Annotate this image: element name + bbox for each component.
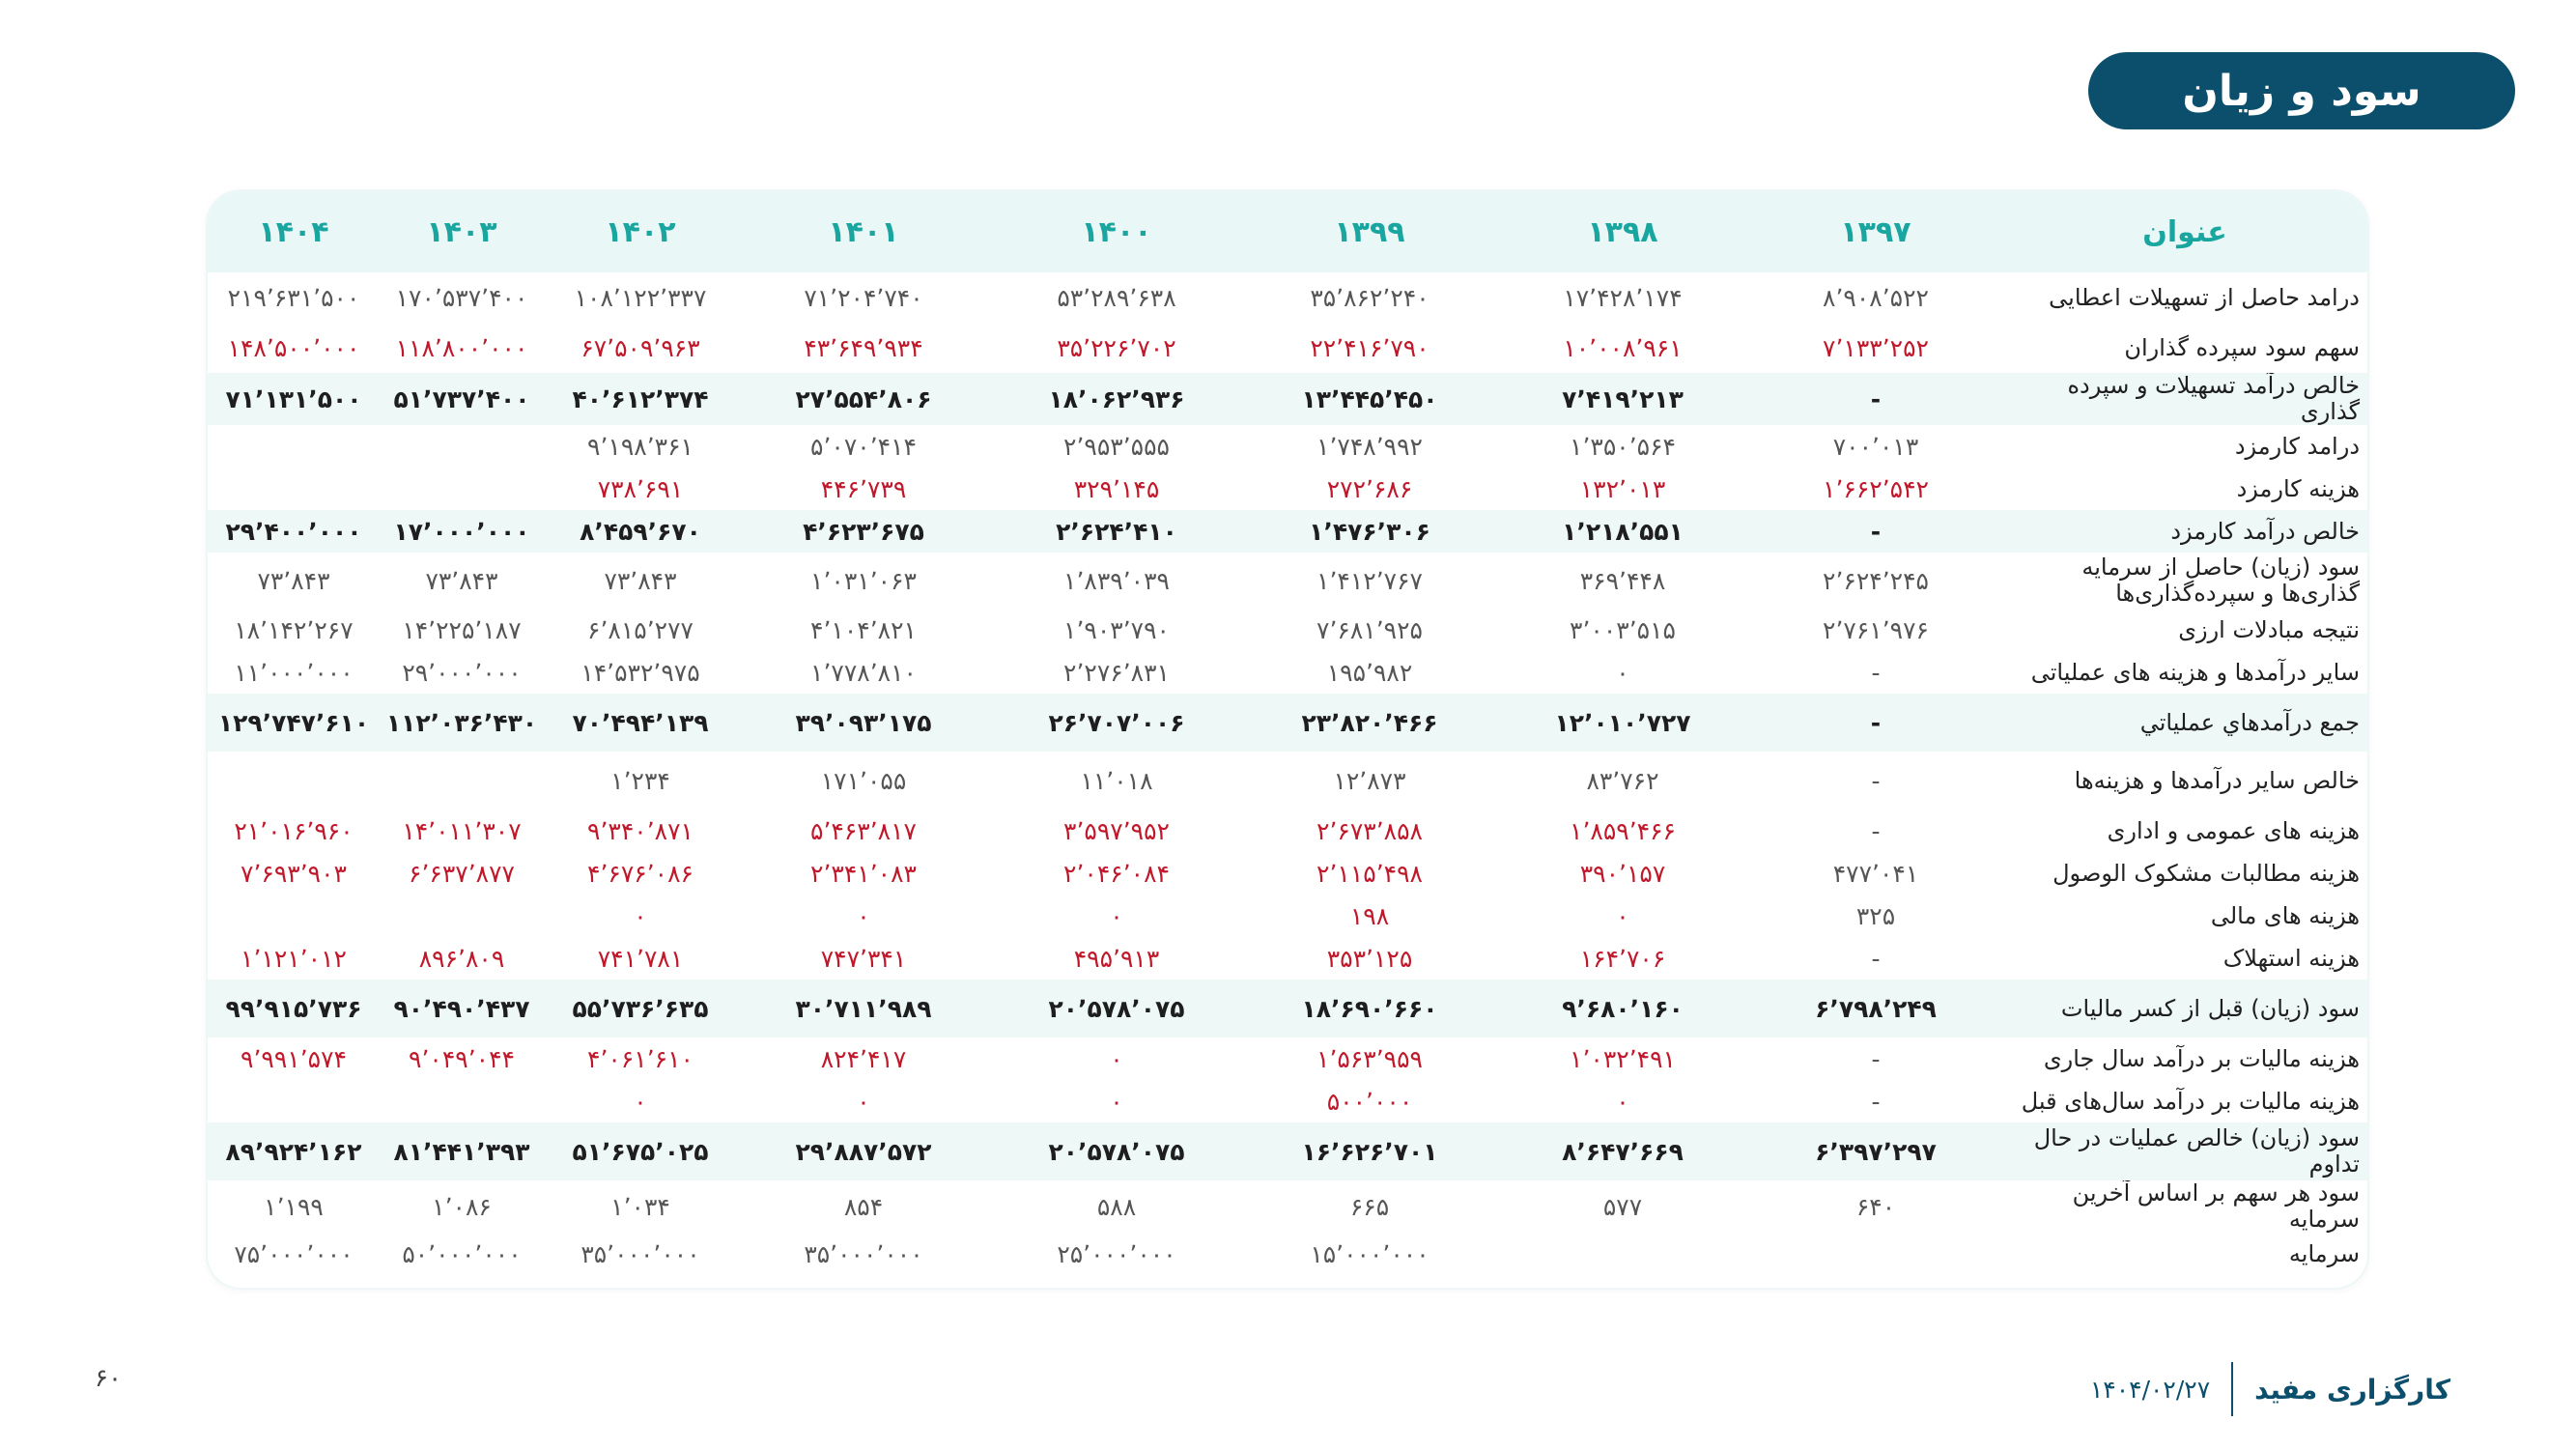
table-row <box>208 1080 2367 1122</box>
report-date: ۱۴۰۴/۰۲/۲۷ <box>2089 1375 2211 1404</box>
table-cell: ۱۱٬۰۰۰٬۰۰۰ <box>234 658 354 687</box>
table-row <box>208 425 2367 468</box>
column-header-year: ۱۴۰۴ <box>208 191 380 272</box>
table-row <box>208 1180 2367 1233</box>
table-cell: - <box>1871 944 1881 973</box>
table-cell: ۸۹۶٬۸۰۹ <box>418 944 505 973</box>
table-cell: ۷٬۶۹۳٬۹۰۳ <box>241 859 347 888</box>
table-cell: ۷۳٬۸۴۳ <box>604 566 677 595</box>
table-row <box>208 468 2367 510</box>
table-row <box>208 272 2367 323</box>
table-cell: ۸۹٬۹۲۴٬۱۶۲ <box>208 1122 380 1180</box>
table-cell: ۱۲٬۰۱۰٬۷۲۷ <box>1496 694 1749 752</box>
row-label: هزینه های مالی <box>2210 901 2360 929</box>
table-cell: ۲۳٬۸۲۰٬۴۶۶ <box>1243 694 1496 752</box>
table-cell: ۵۳٬۲۸۹٬۶۳۸ <box>1057 283 1176 312</box>
table-cell: ۳۵٬۰۰۰٬۰۰۰ <box>804 1239 923 1268</box>
table-cell: ۷۳٬۸۴۳ <box>425 566 498 595</box>
table-cell: ۱۹۸ <box>1349 901 1390 930</box>
table-cell: ۴۷۷٬۰۴۱ <box>1832 859 1919 888</box>
table-cell: ۸٬۹۰۸٬۵۲۲ <box>1823 283 1929 312</box>
table-cell: ۳۶۹٬۴۴۸ <box>1579 566 1666 595</box>
row-label: درامد حاصل از تسهیلات اعطایی <box>2049 283 2360 311</box>
table-body <box>208 272 2367 1275</box>
table-cell: ۵۵٬۷۳۶٬۶۳۵ <box>544 980 737 1037</box>
footer-brand <box>2090 1362 2450 1416</box>
table-cell <box>380 895 544 937</box>
income-statement-table-card <box>208 191 2367 1288</box>
table-cell: ۱۴٬۲۲۵٬۱۸۷ <box>402 615 522 644</box>
table-cell: ۱۹۵٬۹۸۲ <box>1326 658 1413 687</box>
brand-name: کارگزاری مفید <box>2254 1373 2450 1406</box>
row-label: نتیجه مبادلات ارزی <box>2178 615 2360 643</box>
table-cell: ۵٬۴۶۳٬۸۱۷ <box>810 816 917 845</box>
footer-divider <box>2231 1362 2233 1416</box>
table-cell: ۲۰٬۵۷۸٬۰۷۵ <box>990 1122 1243 1180</box>
table-cell: ۴۴۶٬۷۳۹ <box>820 474 907 503</box>
table-cell: ۱٬۰۳۲٬۴۹۱ <box>1570 1044 1676 1073</box>
row-label: سود (زیان) قبل از کسر مالیات <box>2002 980 2367 1037</box>
table-cell: ۱٬۶۶۲٬۵۴۲ <box>1823 474 1929 503</box>
table-cell: ۷٬۱۳۳٬۲۵۲ <box>1823 333 1929 362</box>
table-row <box>208 553 2367 609</box>
table-cell: ۵۸۸ <box>1096 1192 1137 1221</box>
table-cell: ۳۵٬۲۲۶٬۷۰۲ <box>1057 333 1176 362</box>
column-header-year: ۱۴۰۱ <box>737 191 990 272</box>
table-cell: ۱۴٬۵۳۲٬۹۷۵ <box>580 658 700 687</box>
table-cell: ۲۱۹٬۶۳۱٬۵۰۰ <box>227 283 360 312</box>
table-cell: ۵۷۷ <box>1602 1192 1643 1221</box>
table-cell: ۴۳٬۶۴۹٬۹۳۴ <box>804 333 923 362</box>
table-cell: ۹٬۱۹۸٬۳۶۱ <box>587 432 694 461</box>
table-cell: ۱۷٬۰۰۰٬۰۰۰ <box>380 510 544 553</box>
table-cell: ۱۵٬۰۰۰٬۰۰۰ <box>1310 1239 1430 1268</box>
table-cell: ۴٬۶۲۳٬۶۷۵ <box>737 510 990 553</box>
table-cell: ۱۲۹٬۷۴۷٬۶۱۰ <box>208 694 380 752</box>
table-cell: - <box>1749 510 2002 553</box>
table-cell <box>380 752 544 810</box>
table-cell: ۲٬۶۷۳٬۸۵۸ <box>1316 816 1423 845</box>
table-cell: - <box>1749 373 2002 425</box>
table-cell: ۱٬۴۷۶٬۳۰۶ <box>1243 510 1496 553</box>
table-cell: ۵۱٬۷۳۷٬۴۰۰ <box>380 373 544 425</box>
table-cell: ۲۰٬۵۷۸٬۰۷۵ <box>990 980 1243 1037</box>
table-cell: ۲٬۹۵۳٬۵۵۵ <box>1063 432 1170 461</box>
table-cell: ۰ <box>634 1087 647 1116</box>
column-header-year: ۱۳۹۹ <box>1243 191 1496 272</box>
table-cell: - <box>1871 816 1881 845</box>
table-cell: ۴٬۱۰۴٬۸۲۱ <box>810 615 917 644</box>
column-header-year: ۱۳۹۸ <box>1496 191 1749 272</box>
table-cell: ۲۹٬۰۰۰٬۰۰۰ <box>402 658 522 687</box>
table-cell: ۶٬۳۹۷٬۲۹۷ <box>1749 1122 2002 1180</box>
table-cell: ۶٬۶۳۷٬۸۷۷ <box>409 859 515 888</box>
table-cell: ۰ <box>1616 901 1629 930</box>
table-cell: ۱۷۰٬۵۳۷٬۴۰۰ <box>395 283 528 312</box>
table-cell <box>208 468 380 510</box>
table-cell <box>208 752 380 810</box>
table-cell: ۱٬۱۲۱٬۰۱۲ <box>241 944 347 973</box>
table-cell: - <box>1749 694 2002 752</box>
table-cell: ۷۰۰٬۰۱۳ <box>1832 432 1919 461</box>
row-label: درامد کارمزد <box>2234 432 2360 460</box>
table-cell: ۲٬۶۲۴٬۴۱۰ <box>990 510 1243 553</box>
column-header-year: ۱۳۹۷ <box>1749 191 2002 272</box>
table-cell: ۱٬۰۳۴ <box>610 1192 670 1221</box>
table-cell: ۲۶٬۷۰۷٬۰۰۶ <box>990 694 1243 752</box>
table-row <box>208 373 2367 425</box>
column-header-year: ۱۴۰۳ <box>380 191 544 272</box>
table-cell: ۱۱۲٬۰۳۶٬۴۳۰ <box>380 694 544 752</box>
row-label: سود هر سهم بر اساس آخرین سرمایه <box>2072 1180 2360 1233</box>
table-header-row <box>208 191 2367 272</box>
table-cell: ۱۴۸٬۵۰۰٬۰۰۰ <box>227 333 360 362</box>
table-row <box>208 980 2367 1037</box>
table-cell: ۲٬۲۷۶٬۸۳۱ <box>1063 658 1170 687</box>
table-cell: ۰ <box>1110 1044 1123 1073</box>
table-cell <box>1496 1233 1749 1275</box>
table-cell <box>208 1080 380 1122</box>
table-cell: ۱٬۲۱۸٬۵۵۱ <box>1496 510 1749 553</box>
row-label: سود (زیان) حاصل از سرمایه گذاری‌ها و سپرده‌گذاری‌ها <box>2081 554 2360 607</box>
table-cell: ۳۹۰٬۱۵۷ <box>1579 859 1666 888</box>
table-row <box>208 810 2367 852</box>
table-cell: ۱٬۸۵۹٬۴۶۶ <box>1570 816 1676 845</box>
table-cell: ۱۲٬۸۷۳ <box>1333 766 1406 795</box>
table-cell: ۱۸٬۱۴۲٬۲۶۷ <box>234 615 354 644</box>
row-label: سرمایه <box>2288 1239 2360 1267</box>
table-cell: ۲۲٬۴۱۶٬۷۹۰ <box>1310 333 1430 362</box>
row-label: سایر درآمدها و هزینه های عملیاتی <box>2030 658 2360 686</box>
row-label: هزینه مالیات بر درآمد سال‌های قبل <box>2021 1087 2360 1115</box>
page-title: سود و زیان <box>2182 66 2421 116</box>
table-cell: ۲٬۷۶۱٬۹۷۶ <box>1823 615 1929 644</box>
table-cell: ۷۵٬۰۰۰٬۰۰۰ <box>234 1239 354 1268</box>
table-cell: ۷٬۴۱۹٬۲۱۳ <box>1496 373 1749 425</box>
column-header-title: عنوان <box>2002 191 2367 272</box>
table-cell: ۱۳٬۴۴۵٬۴۵۰ <box>1243 373 1496 425</box>
table-cell: ۱٬۳۵۰٬۵۶۴ <box>1570 432 1676 461</box>
table-cell: ۵۰٬۰۰۰٬۰۰۰ <box>402 1239 522 1268</box>
row-label: جمع درآمدهاي عملياتي <box>2002 694 2367 752</box>
table-cell: ۰ <box>1616 1087 1629 1116</box>
table-cell: ۸۳٬۷۶۲ <box>1586 766 1659 795</box>
table-cell: ۱٬۰۳۱٬۰۶۳ <box>810 566 917 595</box>
table-row <box>208 1037 2367 1080</box>
table-cell: ۸٬۴۵۹٬۶۷۰ <box>544 510 737 553</box>
row-label: خالص درآمد کارمزد <box>2002 510 2367 553</box>
table-cell: ۶٬۷۹۸٬۲۴۹ <box>1749 980 2002 1037</box>
column-header-year: ۱۴۰۰ <box>990 191 1243 272</box>
table-cell <box>208 425 380 468</box>
table-cell: ۱۶۴٬۷۰۶ <box>1579 944 1666 973</box>
table-cell: ۷٬۶۸۱٬۹۲۵ <box>1316 615 1423 644</box>
table-cell: ۲۹٬۴۰۰٬۰۰۰ <box>208 510 380 553</box>
table-cell: ۹۹٬۹۱۵٬۷۳۶ <box>208 980 380 1037</box>
row-label: هزینه استهلاک <box>2222 944 2360 972</box>
table-cell: ۱٬۱۹۹ <box>264 1192 324 1221</box>
table-cell: ۰ <box>857 901 870 930</box>
table-cell: ۳۵۳٬۱۲۵ <box>1326 944 1413 973</box>
page-title-banner <box>2088 52 2515 129</box>
table-row <box>208 609 2367 651</box>
table-cell <box>208 895 380 937</box>
table-row <box>208 694 2367 752</box>
table-cell: ۸٬۶۴۷٬۶۶۹ <box>1496 1122 1749 1180</box>
table-cell: ۹٬۶۸۰٬۱۶۰ <box>1496 980 1749 1037</box>
table-cell: ۵۰۰٬۰۰۰ <box>1326 1087 1413 1116</box>
page-number: ۶۰ <box>95 1364 122 1393</box>
table-cell: - <box>1871 1044 1881 1073</box>
table-cell: ۸۱٬۴۴۱٬۳۹۳ <box>380 1122 544 1180</box>
table-cell: ۱۷٬۴۲۸٬۱۷۴ <box>1563 283 1683 312</box>
table-cell: ۹٬۹۹۱٬۵۷۴ <box>241 1044 347 1073</box>
row-label: هزینه مالیات بر درآمد سال جاری <box>2043 1044 2360 1072</box>
table-cell: ۱٬۲۳۴ <box>610 766 670 795</box>
table-row <box>208 937 2367 980</box>
table-cell: ۴٬۶۷۶٬۰۸۶ <box>587 859 694 888</box>
table-row <box>208 323 2367 373</box>
row-label: هزینه کارمزد <box>2236 474 2360 502</box>
table-cell <box>380 468 544 510</box>
table-cell: ۰ <box>1616 658 1629 687</box>
table-row <box>208 752 2367 810</box>
table-cell: ۷۳٬۸۴۳ <box>257 566 330 595</box>
table-row <box>208 852 2367 895</box>
table-cell: ۲۹٬۸۸۷٬۵۷۲ <box>737 1122 990 1180</box>
table-cell: - <box>1871 766 1881 795</box>
table-cell: ۲٬۳۴۱٬۰۸۳ <box>810 859 917 888</box>
table-row <box>208 1233 2367 1275</box>
table-cell: ۶۴۰ <box>1855 1192 1896 1221</box>
table-cell: ۲٬۱۱۵٬۴۹۸ <box>1316 859 1423 888</box>
table-cell: ۱۶٬۶۲۶٬۷۰۱ <box>1243 1122 1496 1180</box>
table-row <box>208 1122 2367 1180</box>
table-cell: ۱٬۹۰۳٬۷۹۰ <box>1063 615 1170 644</box>
row-label: خالص سایر درآمدها و هزینه‌ها <box>2074 766 2360 794</box>
table-cell: ۱۰٬۰۰۸٬۹۶۱ <box>1563 333 1683 362</box>
table-cell <box>1749 1233 2002 1275</box>
row-label: هزینه های عمومی و اداری <box>2107 816 2360 844</box>
table-cell: ۱۸٬۶۹۰٬۶۶۰ <box>1243 980 1496 1037</box>
table-cell: ۷۱٬۱۳۱٬۵۰۰ <box>208 373 380 425</box>
table-cell: ۸۵۴ <box>843 1192 884 1221</box>
table-cell: ۳۵٬۰۰۰٬۰۰۰ <box>580 1239 700 1268</box>
row-label: سود (زیان) خالص عملیات در حال تداوم <box>2002 1122 2367 1180</box>
table-cell: ۰ <box>634 901 647 930</box>
table-cell: ۵٬۰۷۰٬۴۱۴ <box>810 432 917 461</box>
table-cell: ۱٬۰۸۶ <box>432 1192 492 1221</box>
table-row <box>208 651 2367 694</box>
table-cell: ۶۷٬۵۰۹٬۹۶۳ <box>580 333 700 362</box>
table-cell: ۹٬۳۴۰٬۸۷۱ <box>587 816 694 845</box>
table-cell: ۲٬۶۲۴٬۲۴۵ <box>1823 566 1929 595</box>
table-cell: ۱۷۱٬۰۵۵ <box>820 766 907 795</box>
table-cell <box>380 425 544 468</box>
table-cell: ۳۰٬۷۱۱٬۹۸۹ <box>737 980 990 1037</box>
table-cell: ۱٬۴۱۲٬۷۶۷ <box>1316 566 1423 595</box>
table-cell: ۱۴٬۰۱۱٬۳۰۷ <box>402 816 522 845</box>
table-cell: ۱۸٬۰۶۲٬۹۳۶ <box>990 373 1243 425</box>
table-cell: ۱۰۸٬۱۲۲٬۳۳۷ <box>574 283 707 312</box>
table-cell: ۱۱٬۰۱۸ <box>1080 766 1153 795</box>
table-cell: ۹۰٬۴۹۰٬۴۳۷ <box>380 980 544 1037</box>
table-cell: ۷۴۷٬۳۴۱ <box>820 944 907 973</box>
row-label: خالص درآمد تسهیلات و سپرده گذاری <box>2002 373 2367 425</box>
table-cell: ۱٬۵۶۳٬۹۵۹ <box>1316 1044 1423 1073</box>
table-cell: ۶٬۸۱۵٬۲۷۷ <box>587 615 694 644</box>
table-cell: ۸۲۴٬۴۱۷ <box>820 1044 907 1073</box>
table-cell: ۴۰٬۶۱۲٬۳۷۴ <box>544 373 737 425</box>
table-cell: ۳۹٬۰۹۳٬۱۷۵ <box>737 694 990 752</box>
table-cell: ۰ <box>1110 1087 1123 1116</box>
table-cell <box>380 1080 544 1122</box>
table-cell: ۲۷٬۵۵۴٬۸۰۶ <box>737 373 990 425</box>
table-cell: - <box>1871 1087 1881 1116</box>
table-cell: ۷۰٬۴۹۴٬۱۳۹ <box>544 694 737 752</box>
table-cell: ۴۹۵٬۹۱۳ <box>1073 944 1160 973</box>
row-label: سهم سود سپرده گذاران <box>2124 333 2360 361</box>
table-cell: ۰ <box>857 1087 870 1116</box>
table-cell: ۳۲۵ <box>1855 901 1896 930</box>
table-cell: ۲۷۲٬۶۸۶ <box>1326 474 1413 503</box>
table-cell: ۳٬۰۰۳٬۵۱۵ <box>1570 615 1676 644</box>
income-statement-table <box>208 191 2367 1275</box>
table-cell: ۹٬۰۴۹٬۰۴۴ <box>409 1044 515 1073</box>
table-cell: ۱۳۲٬۰۱۳ <box>1579 474 1666 503</box>
table-cell: ۶۶۵ <box>1349 1192 1390 1221</box>
table-cell: ۰ <box>1110 901 1123 930</box>
table-cell: ۲۵٬۰۰۰٬۰۰۰ <box>1057 1239 1176 1268</box>
table-cell: ۷۳۸٬۶۹۱ <box>597 474 684 503</box>
table-cell: ۲۱٬۰۱۶٬۹۶۰ <box>234 816 354 845</box>
table-cell: ۱۱۸٬۸۰۰٬۰۰۰ <box>395 333 528 362</box>
table-cell: ۷۱٬۲۰۴٬۷۴۰ <box>804 283 923 312</box>
table-cell: ۱٬۸۳۹٬۰۳۹ <box>1063 566 1170 595</box>
table-cell: - <box>1871 658 1881 687</box>
table-cell: ۳۲۹٬۱۴۵ <box>1073 474 1160 503</box>
column-header-year: ۱۴۰۲ <box>544 191 737 272</box>
row-label: هزینه مطالبات مشکوک الوصول <box>2052 859 2360 887</box>
table-cell: ۳۵٬۸۶۲٬۲۴۰ <box>1310 283 1430 312</box>
table-cell: ۷۴۱٬۷۸۱ <box>597 944 684 973</box>
table-row <box>208 895 2367 937</box>
table-cell: ۵۱٬۶۷۵٬۰۲۵ <box>544 1122 737 1180</box>
table-cell: ۴٬۰۶۱٬۶۱۰ <box>587 1044 694 1073</box>
table-row <box>208 510 2367 553</box>
table-cell: ۳٬۵۹۷٬۹۵۲ <box>1063 816 1170 845</box>
table-cell: ۲٬۰۴۶٬۰۸۴ <box>1063 859 1170 888</box>
table-cell: ۱٬۷۷۸٬۸۱۰ <box>810 658 917 687</box>
table-cell: ۱٬۷۴۸٬۹۹۲ <box>1316 432 1423 461</box>
